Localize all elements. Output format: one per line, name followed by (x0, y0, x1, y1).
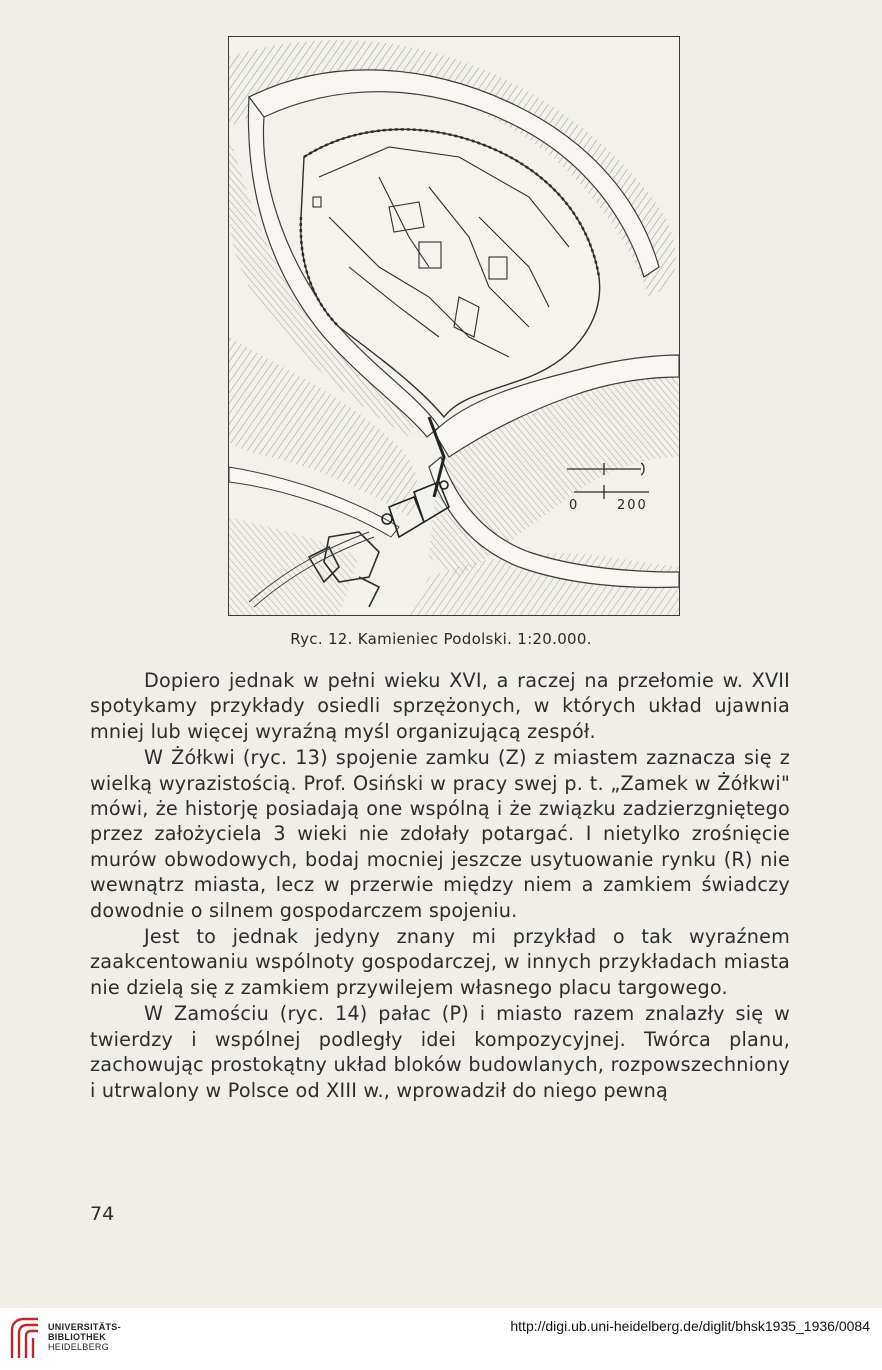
page-number: 74 (90, 1203, 115, 1225)
library-name[interactable] (48, 1322, 121, 1352)
map-figure (228, 36, 680, 616)
library-name-line: HEIDELBERG (48, 1342, 110, 1352)
library-name-line: UNIVERSITÄTS- (48, 1322, 121, 1332)
paragraph: W Zamościu (ryc. 14) pałac (P) i miasto razem znalazły się w twierdzy i wspólnej podległy idei kompozycyjnej. Twórca planu, zachowując prostokątny układ bloków budowlanych, rozpowszechniony i utrwalony w Polsce od XIII w., wprowadził do niego pewną (90, 1002, 790, 1102)
paragraph: Jest to jednak jedyny znany mi przykład o tak wyraźnem zaakcentowaniu wspólnoty gospodarczej, w innych przykładach miasta nie dzielą się z zamkiem przywilejem własnego placu targowego. (90, 925, 790, 999)
paragraph: W Żółkwi (ryc. 13) spojenie zamku (Z) z miastem zaznacza się z wielką wyrazistością. Prof. Osiński w pracy swej p. t. „Zamek w Żółkwi" mówi, że historję posiadają one wspólną i że związku zadzierzgniętego przez założyciela 3 wieki nie zdołały potargać. I nietylko zrośnięcie murów obwodowych, bodaj mocniej jeszcze usytuowanie rynku (R) nie wewnątrz miasta, lecz w przerwie między niem a zamkiem świadczy dowodnie o silnem gospodarczem spojeniu. (90, 746, 790, 922)
library-logo-icon[interactable] (8, 1316, 42, 1360)
figure-caption: Ryc. 12. Kamieniec Podolski. 1:20.000. (290, 630, 592, 648)
library-name-line: BIBLIOTHEK (48, 1332, 106, 1342)
source-url-link[interactable]: http://digi.ub.uni-heidelberg.de/diglit/bhsk1935_1936/0084 (510, 1318, 870, 1334)
kamieniec-map-illustration (229, 37, 679, 615)
scale-label-200: 200 (617, 498, 648, 513)
scale-label-zero: 0 (569, 498, 578, 513)
body-text (90, 668, 790, 1104)
paragraph: Dopiero jednak w pełni wieku XVI, a raczej na przełomie w. XVII spotykamy przykłady osiedli sprzężonych, w których układ ujawnia mniej lub więcej wyraźną myśl organizującą zespół. (90, 669, 790, 743)
